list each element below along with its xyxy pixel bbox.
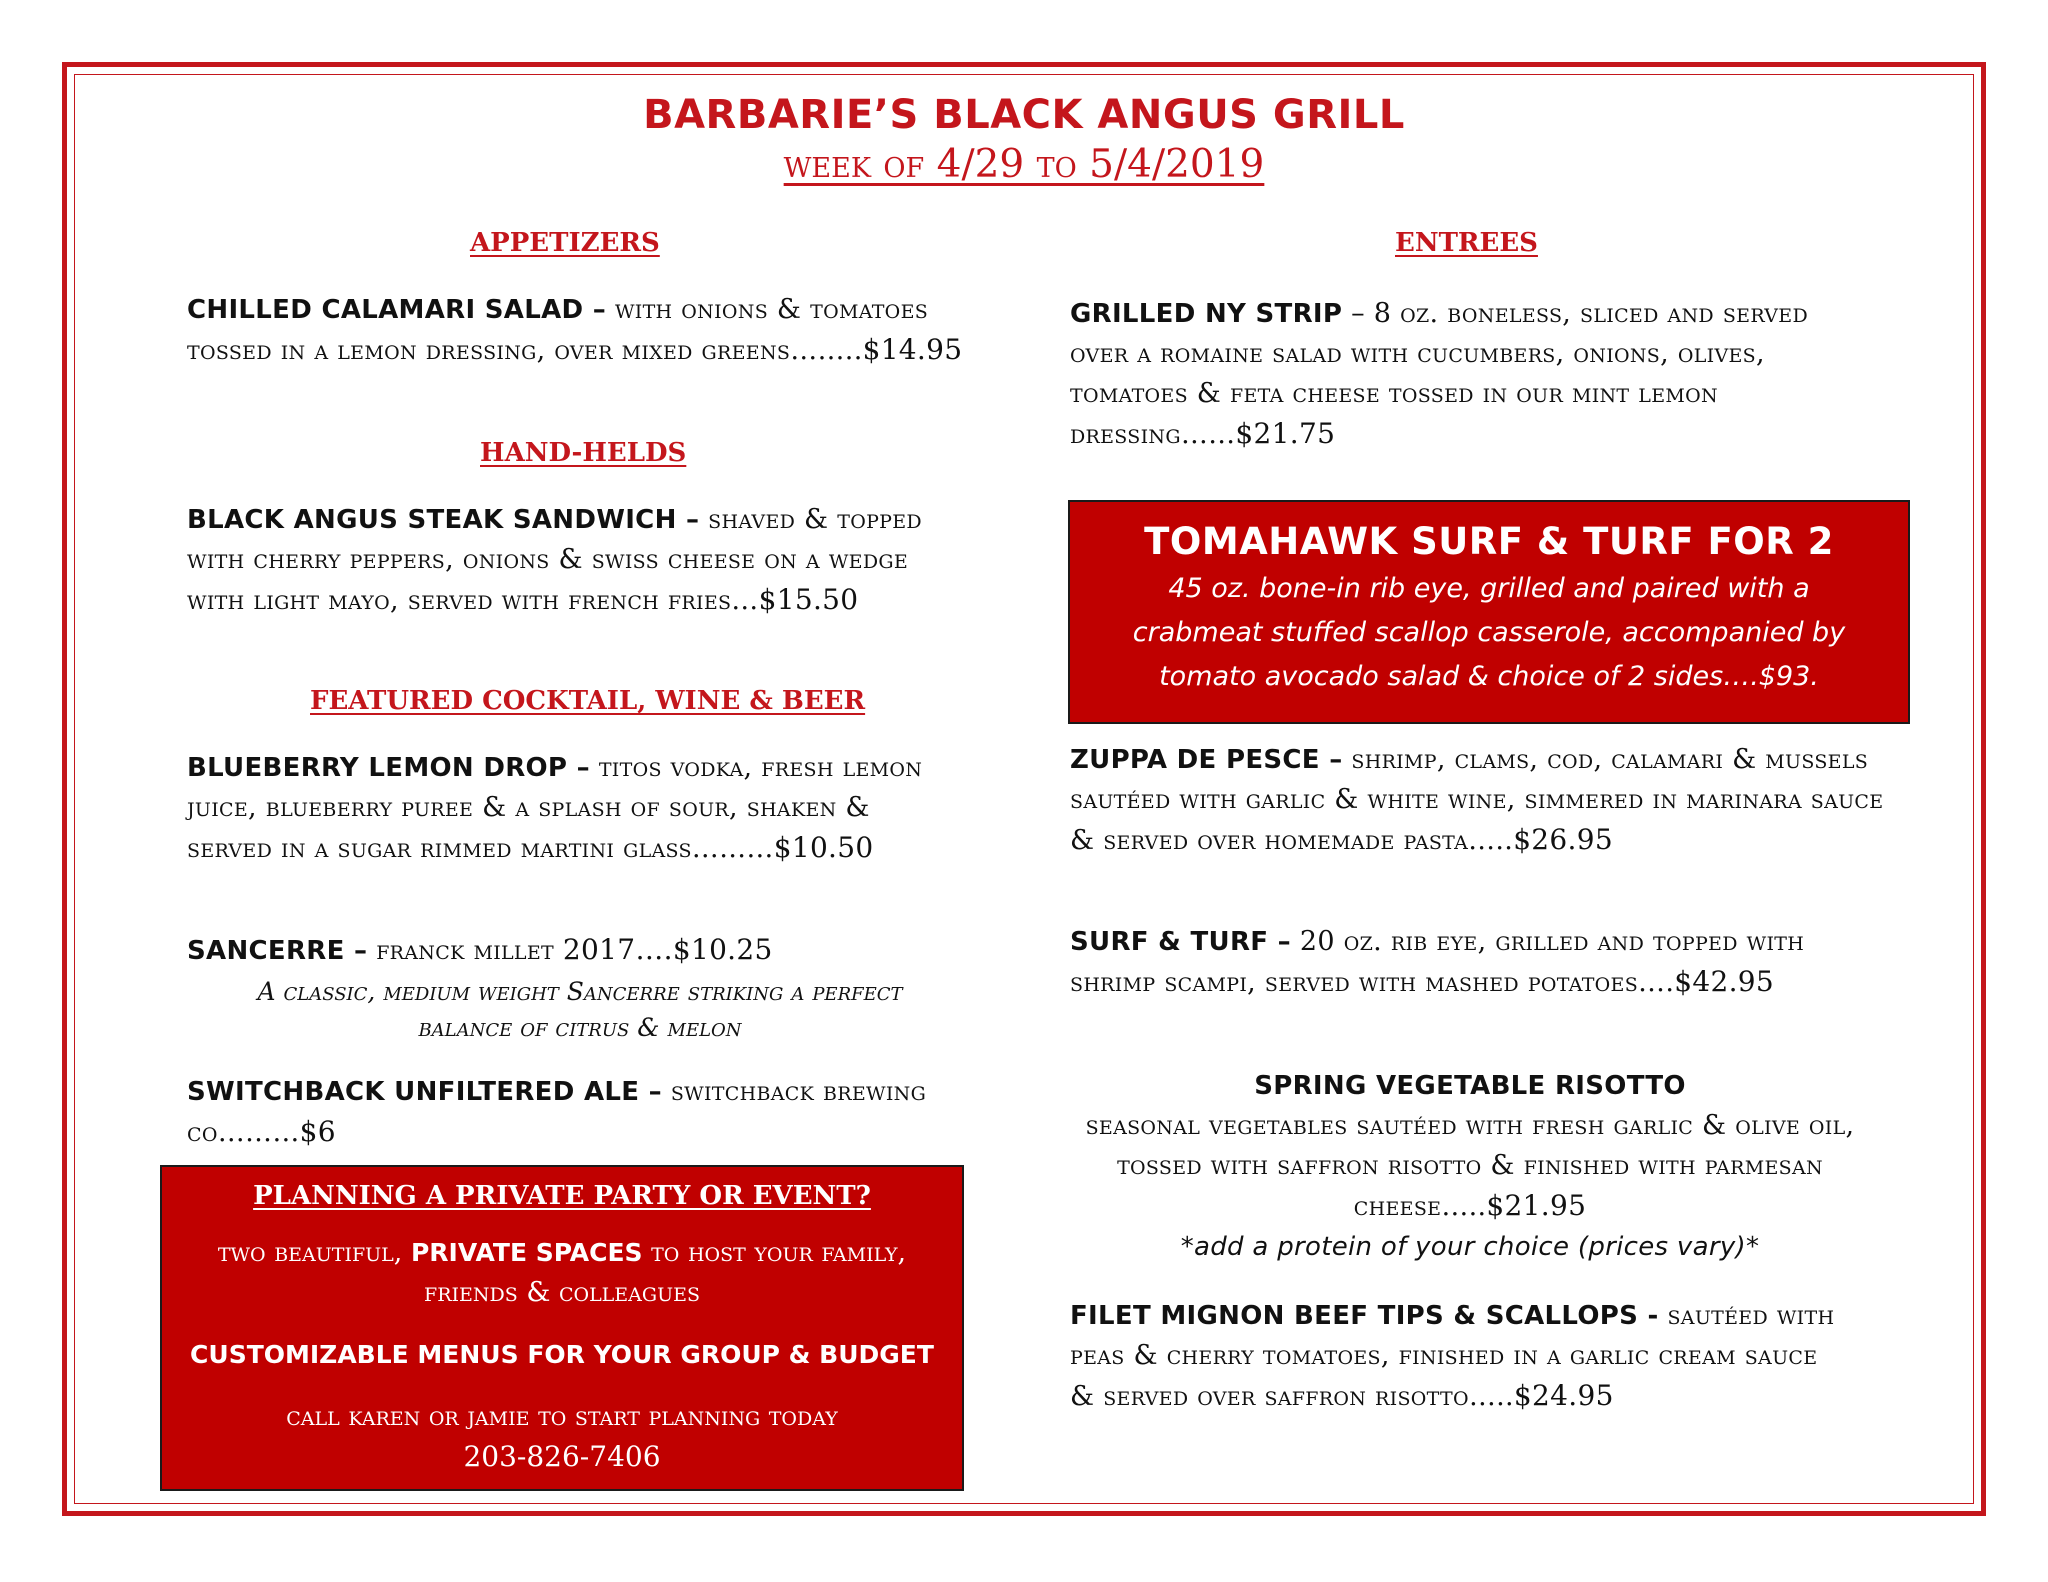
item-description: switchback brewing co………	[187, 1076, 927, 1148]
special-box	[1068, 500, 1910, 724]
item-description: sautéed with peas & cherry tomatoes, finished in a garlic cream sauce & served over saffron risotto…..	[1070, 1300, 1835, 1412]
party-highlight: PRIVATE SPACES	[410, 1238, 643, 1267]
party-contact-text: call karen or jamie to start planning today	[286, 1401, 838, 1432]
handhelds-heading: HAND-HELDS	[480, 438, 687, 468]
item-description: titos vodka, fresh lemon juice, blueberry puree & a splash of sour, shaken & served in a sugar rimmed martini glass………	[187, 752, 923, 864]
item-price: $10.25	[672, 933, 773, 966]
party-text: to host your family, friends & colleagues	[424, 1237, 907, 1308]
wine-tagline: A classic, medium weight Sancerre striking a perfect balance of citrus & melon	[257, 977, 903, 1042]
item-price: $6	[299, 1115, 336, 1148]
menu-item	[1070, 1066, 1870, 1267]
restaurant-title: BARBARIE’S BLACK ANGUS GRILL	[643, 92, 1405, 138]
item-price: $21.75	[1235, 417, 1336, 450]
item-description: franck millet	[367, 935, 563, 966]
item-year: 2017….	[562, 933, 673, 966]
item-name: SANCERRE –	[187, 936, 368, 966]
party-menus-text: CUSTOMIZABLE MENUS FOR YOUR GROUP & BUDGET	[190, 1340, 934, 1369]
week-subtitle: week of 4/29 to 5/4/2019	[783, 142, 1265, 187]
item-name: SPRING VEGETABLE RISOTTO	[1254, 1071, 1686, 1101]
item-note: *add a protein of your choice (prices vary)*	[1180, 1232, 1760, 1262]
item-description-block	[1070, 1106, 1870, 1227]
private-party-box	[160, 1165, 964, 1491]
menu-item	[187, 1072, 957, 1153]
item-price: $15.50	[758, 583, 859, 616]
party-heading: PLANNING A PRIVATE PARTY OR EVENT?	[253, 1181, 871, 1211]
menu-item	[1070, 1296, 1850, 1417]
menu-item	[1070, 294, 1870, 455]
item-name: GRILLED NY STRIP	[1070, 299, 1343, 329]
item-name: FILET MIGNON BEEF TIPS & SCALLOPS -	[1070, 1301, 1659, 1331]
drinks-heading: FEATURED COCKTAIL, WINE & BEER	[310, 686, 866, 716]
appetizers-heading: APPETIZERS	[470, 228, 660, 258]
special-title: TOMAHAWK SURF & TURF FOR 2	[1144, 520, 1834, 563]
item-description: shaved & topped with cherry peppers, onions & swiss cheese on a wedge with light mayo, served with french fries…	[187, 504, 922, 616]
menu-item	[187, 290, 967, 371]
menu-item	[187, 748, 957, 869]
item-description: shrimp, clams, cod, calamari & mussels sautéed with garlic & white wine, simmered in marinara sauce & served over homemade pasta…..	[1070, 744, 1884, 856]
item-price: $42.95	[1674, 965, 1775, 998]
item-name: BLUEBERRY LEMON DROP –	[187, 753, 590, 783]
item-description: seasonal vegetables sautéed with fresh garlic & olive oil, tossed with saffron risotto & finished with parmesan cheese…..	[1085, 1110, 1855, 1222]
party-text: two beautiful,	[217, 1237, 411, 1268]
item-price: $26.95	[1513, 823, 1613, 856]
party-phone: 203-826-7406	[463, 1440, 661, 1473]
menu-item	[1070, 922, 1870, 1003]
menu-item	[1070, 740, 1890, 861]
item-price: $24.95	[1513, 1379, 1614, 1412]
item-name: SWITCHBACK UNFILTERED ALE –	[187, 1077, 662, 1107]
menu-item	[187, 500, 957, 621]
entrees-heading: ENTREES	[1395, 228, 1538, 258]
item-price: $21.95	[1486, 1189, 1587, 1222]
item-description: with onions & tomatoes tossed in a lemon dressing, over mixed greens……..	[187, 294, 929, 366]
item-description: – 8 oz. boneless, sliced and served over a romaine salad with cucumbers, onions, olives, tomatoes & feta cheese tossed in our mint lemon dressing……	[1070, 298, 1808, 450]
item-name: BLACK ANGUS STEAK SANDWICH –	[187, 505, 700, 535]
item-name: CHILLED CALAMARI SALAD –	[187, 295, 607, 325]
menu-item	[187, 930, 977, 971]
item-description: 20 oz. rib eye, grilled and topped with shrimp scampi, served with mashed potatoes….	[1070, 926, 1805, 998]
item-price: $10.50	[773, 831, 874, 864]
item-price: $14.95	[862, 333, 963, 366]
special-description: 45 oz. bone-in rib eye, grilled and paired with a crabmeat stuffed scallop casserole, accompanied by tomato avocado salad & choice of 2 sides….$93.	[1132, 573, 1846, 692]
item-name: SURF & TURF –	[1070, 927, 1291, 957]
item-name: ZUPPA DE PESCE –	[1070, 745, 1343, 775]
party-spaces-text	[162, 1233, 962, 1313]
